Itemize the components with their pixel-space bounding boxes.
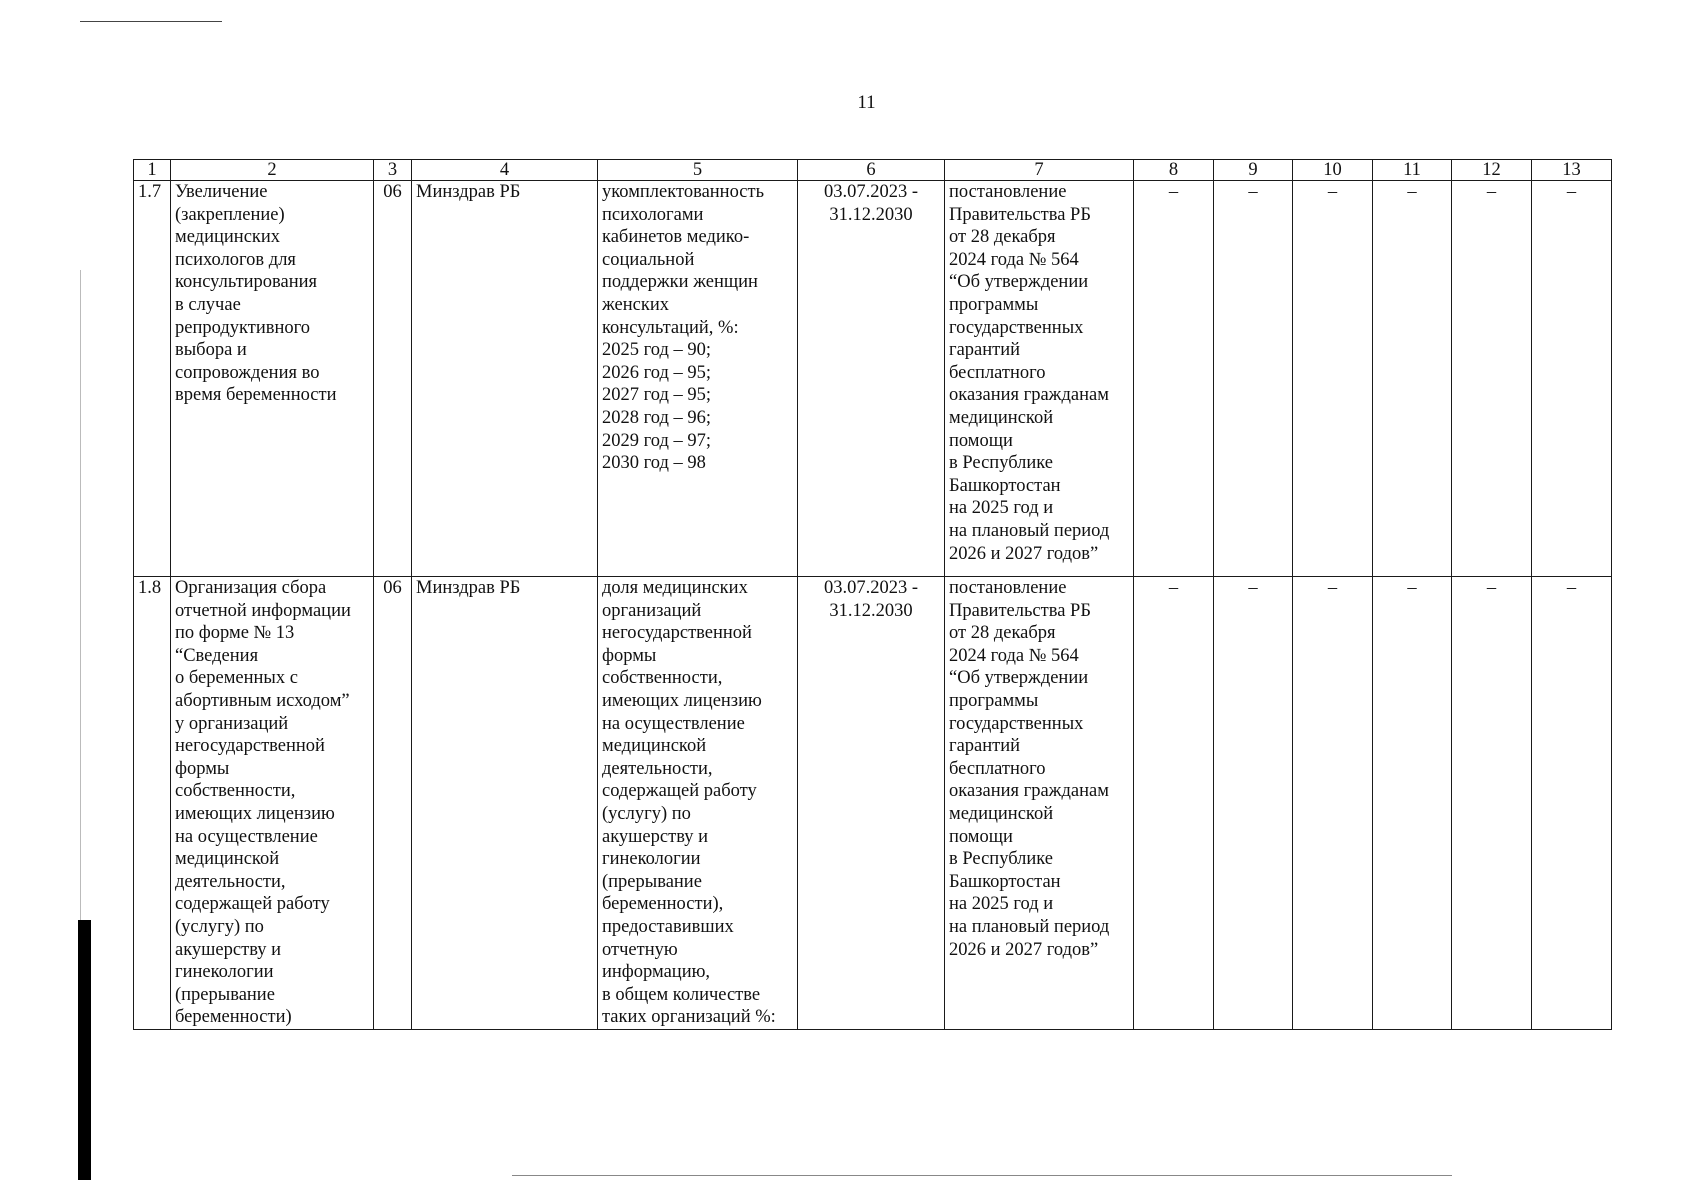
column-header: 11 <box>1373 160 1452 181</box>
measure-name: Организация сбора отчетной информации по форме № 13 “Сведения о беременных с абортивным исходом” у организаций негосударственной формы собственности, имеющих лицензию на осуществление медицинской деятельности, содержащей работу (услугу) по акушерству и гинекологии (прерывание беременности) <box>171 577 374 1030</box>
table-row <box>134 181 1612 577</box>
column-header: 2 <box>171 160 374 181</box>
table-header-row <box>134 160 1612 181</box>
code-cell: 06 <box>374 181 412 577</box>
code-cell: 06 <box>374 577 412 1030</box>
row-number: 1.7 <box>134 181 171 577</box>
source-cell: постановление Правительства РБ от 28 декабря 2024 года № 564 “Об утверждении программы государственных гарантий бесплатного оказания гражданам медицинской помощи в Республике Башкортостан на 2025 год и на плановый период 2026 и 2027 годов” <box>945 181 1134 577</box>
row-number: 1.8 <box>134 577 171 1030</box>
col9-cell: – <box>1214 577 1293 1030</box>
column-header: 7 <box>945 160 1134 181</box>
period-cell: 03.07.2023 - 31.12.2030 <box>798 181 945 577</box>
column-header: 13 <box>1532 160 1612 181</box>
col11-cell: – <box>1373 181 1452 577</box>
period-cell: 03.07.2023 - 31.12.2030 <box>798 577 945 1030</box>
column-header: 4 <box>412 160 598 181</box>
col10-cell: – <box>1293 181 1373 577</box>
column-header: 10 <box>1293 160 1373 181</box>
col10-cell: – <box>1293 577 1373 1030</box>
col12-cell: – <box>1452 577 1532 1030</box>
plan-table <box>133 159 1612 1030</box>
executor-cell: Минздрав РБ <box>412 577 598 1030</box>
col13-cell: – <box>1532 577 1612 1030</box>
col9-cell: – <box>1214 181 1293 577</box>
column-header: 5 <box>598 160 798 181</box>
col12-cell: – <box>1452 181 1532 577</box>
scan-artifact-line <box>80 270 81 920</box>
column-header: 12 <box>1452 160 1532 181</box>
col13-cell: – <box>1532 181 1612 577</box>
column-header: 6 <box>798 160 945 181</box>
executor-cell: Минздрав РБ <box>412 181 598 577</box>
indicator-cell: доля медицинских организаций негосударственной формы собственности, имеющих лицензию на осуществление медицинской деятельности, содержащей работу (услугу) по акушерству и гинекологии (прерывание беременности), предоставивших отчетную информацию, в общем количестве таких организаций %: <box>598 577 798 1030</box>
column-header: 3 <box>374 160 412 181</box>
source-cell: постановление Правительства РБ от 28 декабря 2024 года № 564 “Об утверждении программы государственных гарантий бесплатного оказания гражданам медицинской помощи в Республике Башкортостан на 2025 год и на плановый период 2026 и 2027 годов” <box>945 577 1134 1030</box>
column-header: 9 <box>1214 160 1293 181</box>
scan-artifact-bar <box>78 920 91 1180</box>
column-header: 1 <box>134 160 171 181</box>
col8-cell: – <box>1134 181 1214 577</box>
scan-artifact-line <box>80 21 222 22</box>
indicator-cell: укомплектованность психологами кабинетов медико- социальной поддержки женщин женских консультаций, %: 2025 год – 90; 2026 год – 95; 2027 год – 95; 2028 год – 96; 2029 год – 97; 2030 год – 98 <box>598 181 798 577</box>
column-header: 8 <box>1134 160 1214 181</box>
col8-cell: – <box>1134 577 1214 1030</box>
col11-cell: – <box>1373 577 1452 1030</box>
measure-name: Увеличение (закрепление) медицинских психологов для консультирования в случае репродуктивного выбора и сопровождения во время беременности <box>171 181 374 577</box>
page-number: 11 <box>857 92 876 113</box>
scan-artifact-line <box>512 1175 1452 1176</box>
table-row <box>134 577 1612 1030</box>
